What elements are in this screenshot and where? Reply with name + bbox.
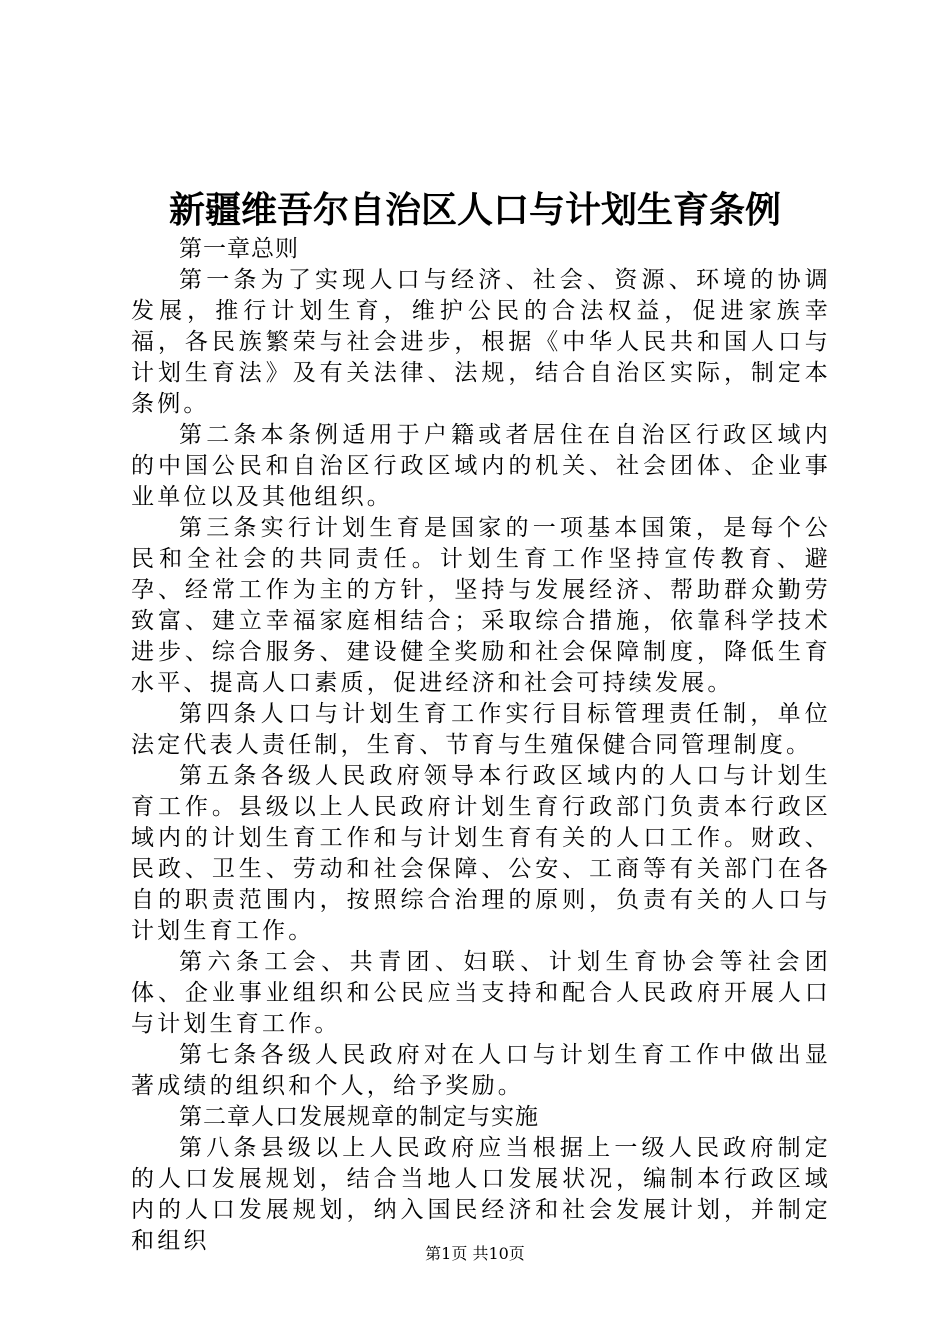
article-paragraph: 第八条县级以上人民政府应当根据上一级人民政府制定的人口发展规划，结合当地人口发展状况，编制本行政区域内的人口发展规划，纳入国民经济和社会发展计划，并制定和组织 [131, 1135, 831, 1254]
article-paragraph: 第四条人口与计划生育工作实行目标管理责任制，单位法定代表人责任制，生育、节育与生殖保健合同管理制度。 [131, 701, 831, 758]
page-number-footer: 第1页 共10页 [425, 1244, 525, 1263]
article-paragraph: 第七条各级人民政府对在人口与计划生育工作中做出显著成绩的组织和个人，给予奖励。 [131, 1042, 831, 1099]
article-paragraph: 第三条实行计划生育是国家的一项基本国策，是每个公民和全社会的共同责任。计划生育工作坚持宣传教育、避孕、经常工作为主的方针，坚持与发展经济、帮助群众勤劳致富、建立幸福家庭相结合；采取综合措施，依靠科学技术进步、综合服务、建设健全奖励和社会保障制度，降低生育水平、提高人口素质，促进经济和社会可持续发展。 [131, 515, 831, 696]
article-paragraph: 第一条为了实现人口与经济、社会、资源、环境的协调发展，推行计划生育，维护公民的合法权益，促进家族幸福，各民族繁荣与社会进步，根据《中华人民共和国人口与计划生育法》及有关法律、法规，结合自治区实际，制定本条例。 [131, 267, 831, 417]
document-body [131, 234, 831, 1257]
article-paragraph: 第六条工会、共青团、妇联、计划生育协会等社会团体、企业事业组织和公民应当支持和配合人民政府开展人口与计划生育工作。 [131, 949, 831, 1037]
chapter-heading: 第二章人口发展规章的制定与实施 [179, 1104, 539, 1130]
document-title: 新疆维吾尔自治区人口与计划生育条例 [168, 189, 781, 231]
article-paragraph: 第五条各级人民政府领导本行政区域内的人口与计划生育工作。县级以上人民政府计划生育行政部门负责本行政区域内的计划生育工作和与计划生育有关的人口工作。财政、民政、卫生、劳动和社会保障、公安、工商等有关部门在各自的职责范围内，按照综合治理的原则，负责有关的人口与计划生育工作。 [131, 763, 831, 944]
chapter-heading: 第一章总则 [179, 236, 299, 262]
article-paragraph: 第二条本条例适用于户籍或者居住在自治区行政区域内的中国公民和自治区行政区域内的机关、社会团体、企业事业单位以及其他组织。 [131, 422, 831, 510]
